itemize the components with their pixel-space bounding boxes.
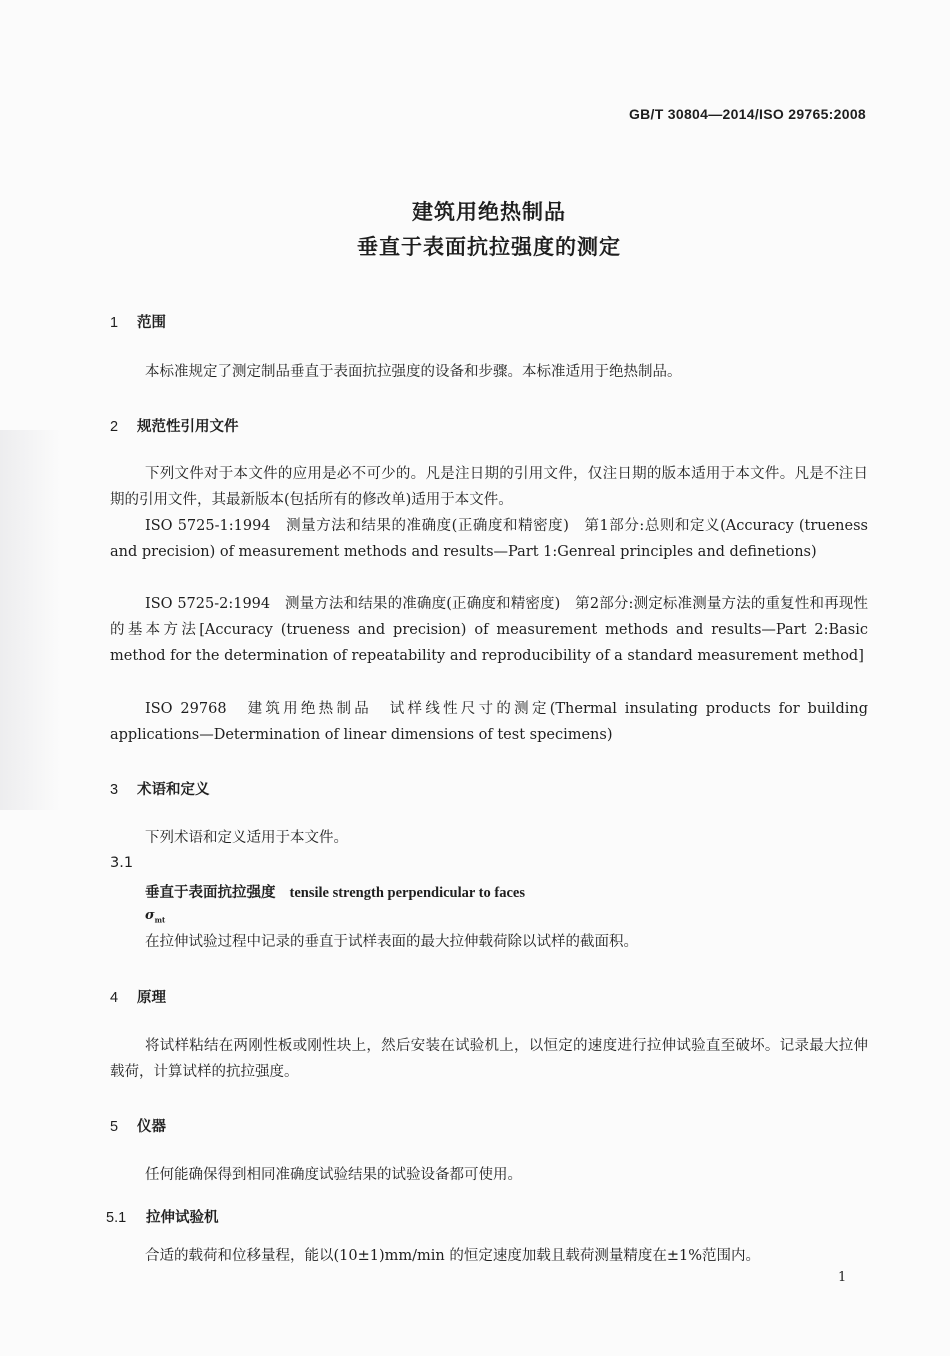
section-number: 3 xyxy=(110,782,119,798)
section-2-heading xyxy=(110,415,239,436)
scan-shadow xyxy=(0,430,60,810)
subsection-number: 5.1 xyxy=(106,1210,127,1226)
section-number: 4 xyxy=(110,990,119,1006)
subsection-3-1-number: 3.1 xyxy=(110,855,134,871)
section-5-text: 任何能确保得到相同准确度试验结果的试验设备都可使用。 xyxy=(145,1167,522,1183)
section-3-heading xyxy=(110,778,210,799)
section-3-intro: 下列术语和定义适用于本文件。 xyxy=(145,830,348,846)
document-code: GB/T 30804—2014/ISO 29765:2008 xyxy=(628,106,866,122)
reference-iso-5725-2: ISO 5725-2:1994 测量方法和结果的准确度(正确度和精密度) 第2部分:测定标准测量方法的重复性和再现性的基本方法[Accuracy (trueness and precision) of measurement methods and results—Part 2:Basic method for the determination of repeatability and reproducibility of a standard measurement method] xyxy=(110,596,868,664)
section-4-heading xyxy=(110,986,166,1007)
section-title: 术语和定义 xyxy=(137,782,210,798)
section-1-text: 本标准规定了测定制品垂直于表面抗拉强度的设备和步骤。本标准适用于绝热制品。 xyxy=(145,364,682,380)
title-line-2: 垂直于表面抗拉强度的测定 xyxy=(357,235,621,259)
subsection-5-1-text: 合适的载荷和位移量程，能以(10±1)mm/min 的恒定速度加载且载荷测量精度在±1%范围内。 xyxy=(145,1248,761,1264)
term-chinese: 垂直于表面抗拉强度 xyxy=(145,885,276,901)
section-1-heading xyxy=(110,311,166,332)
section-title: 原理 xyxy=(137,990,166,1006)
reference-iso-29768: ISO 29768 建筑用绝热制品 试样线性尺寸的测定(Thermal insulating products for building applications—Determination of linear dimensions of test specimens) xyxy=(110,701,868,743)
title-line-1: 建筑用绝热制品 xyxy=(412,200,566,224)
section-title: 范围 xyxy=(137,315,166,331)
section-4-text: 将试样粘结在两刚性板或刚性块上，然后安装在试验机上，以恒定的速度进行拉伸试验直至破坏。记录最大拉伸载荷，计算试样的抗拉强度。 xyxy=(110,1038,868,1080)
section-title: 规范性引用文件 xyxy=(137,419,239,435)
section-number: 5 xyxy=(110,1119,119,1135)
reference-iso-5725-1: ISO 5725-1:1994 测量方法和结果的准确度(正确度和精密度) 第1部分:总则和定义(Accuracy (trueness and precision) of measurement methods and results—Part 1:Genreal principles and definetions) xyxy=(110,518,868,560)
section-title: 仪器 xyxy=(137,1119,166,1135)
page-number: 1 xyxy=(838,1270,847,1285)
section-number: 2 xyxy=(110,419,119,435)
term-entry xyxy=(145,881,525,902)
subsection-title: 拉伸试验机 xyxy=(146,1210,219,1226)
subsection-5-1-heading xyxy=(106,1206,219,1227)
section-5-heading xyxy=(110,1115,166,1136)
term-english: tensile strength perpendicular to faces xyxy=(289,885,525,901)
term-symbol xyxy=(145,908,165,925)
symbol-subscript: mt xyxy=(154,915,166,925)
section-2-intro: 下列文件对于本文件的应用是必不可少的。凡是注日期的引用文件，仅注日期的版本适用于本文件。凡是不注日期的引用文件，其最新版本(包括所有的修改单)适用于本文件。 xyxy=(110,466,868,508)
section-number: 1 xyxy=(110,315,119,331)
symbol-sigma: σ xyxy=(145,908,155,923)
term-definition: 在拉伸试验过程中记录的垂直于试样表面的最大拉伸载荷除以试样的截面积。 xyxy=(145,934,638,950)
